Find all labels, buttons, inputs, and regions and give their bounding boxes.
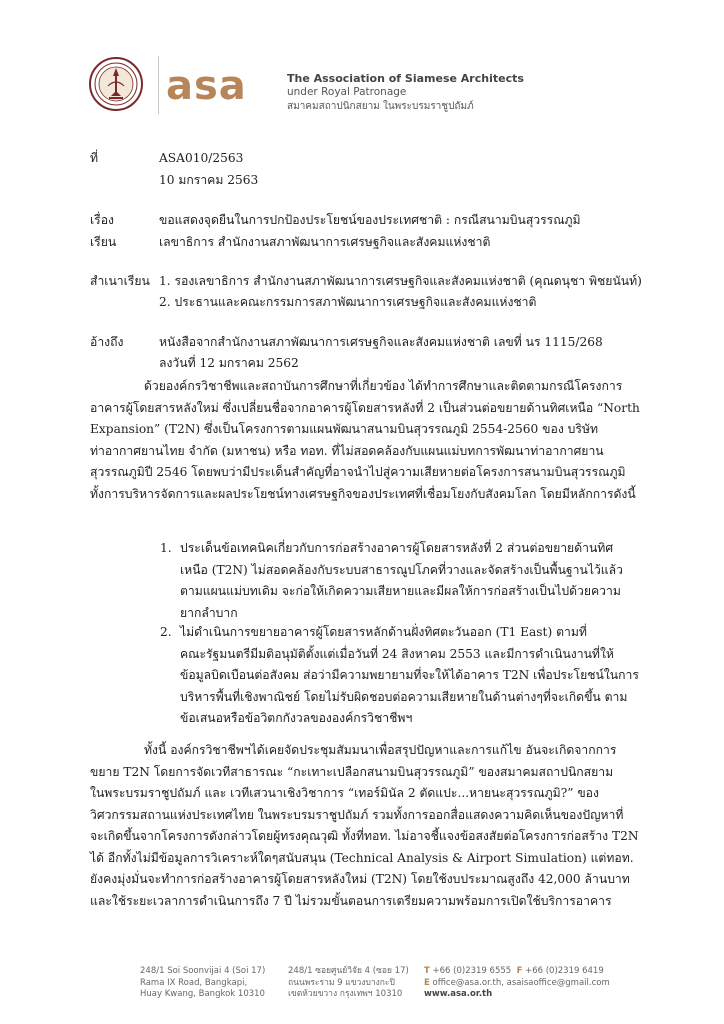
footer-line: 248/1 ซอยศูนย์วิจัย 4 (ซอย 17)	[288, 966, 409, 976]
footer-contact	[424, 966, 610, 1001]
footer-line: Rama IX Road, Bangkapi,	[140, 977, 248, 988]
footer-line: Huay Kwang, Bangkok 10310	[140, 989, 265, 999]
letter-date: 10 มกราคม 2563	[159, 173, 259, 187]
to-label: เรียน	[90, 235, 117, 249]
list-item-line: คณะรัฐมนตรีมีมติอนุมัติตั้งแต่เมื่อวันที่ 24 สิงหาคม 2553 และมีการดำเนินงานที่ให้	[180, 646, 614, 661]
paragraph-line: อาคารผู้โดยสารหลังใหม่ ซึ่งเปลี่ยนชื่อจากอาคารผู้โดยสารหลังที่ 2 เป็นส่วนต่อขยายด้านทิศเหนือ “North	[90, 400, 640, 415]
list-item-2	[180, 622, 650, 730]
refer-line-1: หนังสือจากสำนักงานสภาพัฒนาการเศรษฐกิจและสังคมแห่งชาติ เลขที่ นร 1115/268	[159, 335, 603, 349]
list-item-line: ไม่ดำเนินการขยายอาคารผู้โดยสารหลักด้านฝั่งทิศตะวันออก (T1 East) ตามที่	[180, 625, 587, 639]
footer-line: ถนนพระราม 9 แขวงบางกะปิ	[288, 977, 395, 988]
asa-logo: asa	[166, 63, 247, 109]
paragraph-line: ท่าอากาศยานไทย จำกัด (มหาชน) หรือ ทอท. ที่ไม่สอดคล้องกับแผนแม่บทการพัฒนาท่าอากาศยาน	[90, 443, 604, 458]
list-number-2: 2.	[160, 625, 172, 639]
list-item-1	[180, 538, 650, 624]
paragraph-line: ในพระบรมราชูปถัมภ์ และ เวทีเสวนาเชิงวิชาการ “เทอร์มินัล 2 ตัดแปะ...หายนะสุวรรณภูมิ?” ของ	[90, 786, 599, 800]
fax-value: +66 (0)2319 6419	[525, 966, 604, 976]
paragraph-2	[90, 740, 650, 912]
to-value: เลขาธิการ สำนักงานสภาพัฒนาการเศรษฐกิจและสังคมแห่งชาติ	[159, 235, 491, 249]
cc-item-2: 2. ประธานและคณะกรรมการสภาพัฒนาการเศรษฐกิจและสังคมแห่งชาติ	[159, 295, 537, 309]
email-label: E	[424, 977, 430, 988]
footer-address-en	[140, 966, 265, 1001]
org-name-th: สมาคมสถาปนิกสยาม ในพระบรมราชูปถัมภ์	[287, 101, 474, 112]
list-item-line: ข้อมูลบิดเบือนต่อสังคม ส่อว่ามีความพยายามที่จะให้ได้อาคาร T2N เพื่อประโยชน์ในการ	[180, 668, 639, 682]
cc-label: สำเนาเรียน	[90, 274, 150, 288]
paragraph-line: ทั้งการบริหารจัดการและผลประโยชน์ทางเศรษฐกิจของประเทศที่เชื่อมโยงกับสังคมโลก โดยมีหลักการดังนี้	[90, 486, 636, 501]
website-link[interactable]: www.asa.or.th	[424, 989, 493, 999]
paragraph-line: สุวรรณภูมิปี 2546 โดยพบว่ามีประเด็นสำคัญที่อาจนำไปสู่ความเสียหายต่อโครงการสนามบินสุวรรณภูมิ	[90, 465, 626, 479]
tel-value: +66 (0)2319 6555	[432, 966, 512, 976]
cc-item-1: 1. รองเลขาธิการ สำนักงานสภาพัฒนาการเศรษฐกิจและสังคมแห่งชาติ (คุณดนุชา พิชยนันท์)	[159, 274, 642, 288]
ref-value: ASA010/2563	[159, 151, 244, 165]
fax-label: F	[516, 966, 523, 976]
footer-address-th	[288, 966, 409, 1001]
paragraph-line: ทั้งนี้ องค์กรวิชาชีพฯได้เคยจัดประชุมสัมมนาเพื่อสรุปปัญหาและการแก้ไข อันจะเกิดจากการ	[144, 743, 617, 757]
list-item-line: ข้อเสนอหรือข้อวิตกกังวลขององค์กรวิชาชีพฯ	[180, 711, 413, 725]
paragraph-line: ด้วยองค์กรวิชาชีพและสถาบันการศึกษาที่เกี่ยวข้อง ได้ทำการศึกษาและติดตามกรณีโครงการ	[144, 379, 623, 393]
email-value[interactable]: office@asa.or.th, asaisaoffice@gmail.com	[432, 977, 610, 988]
refer-line-2: ลงวันที่ 12 มกราคม 2562	[159, 356, 299, 370]
list-item-line: ตามแผนแม่บทเดิม จะก่อให้เกิดความเสียหายและมีผลให้การก่อสร้างเป็นไปด้วยความ	[180, 584, 621, 598]
paragraph-line: จะเกิดขึ้นจากโครงการดังกล่าวโดยผู้ทรงคุณวุฒิ ทั้งที่ทอท. ไม่อาจชี้แจงข้อสงสัยต่อโครงการก่อสร้าง T2N	[90, 829, 639, 843]
tel-label: T	[424, 966, 430, 976]
paragraph-line: ขยาย T2N โดยการจัดเวทีสาธารณะ “กะเทาะเปลือกสนามบินสุวรรณภูมิ” ของสมาคมสถาปนิกสยาม	[90, 764, 614, 779]
header-divider	[158, 56, 159, 114]
list-number-1: 1.	[160, 541, 172, 555]
list-item-line: ประเด็นข้อเทคนิคเกี่ยวกับการก่อสร้างอาคารผู้โดยสารหลังที่ 2 ส่วนต่อขยายด้านทิศ	[180, 541, 614, 555]
paragraph-line: ยังคงมุ่งมั่นจะทำการก่อสร้างอาคารผู้โดยสารหลังใหม่ (T2N) โดยใช้งบประมาณสูงถึง 42,000 ล้านบาท	[90, 872, 630, 886]
paragraph-line: และใช้ระยะเวลาการดำเนินการถึง 7 ปี ไม่รวมขั้นตอนการเตรียมความพร้อมการเปิดใช้บริการอาคาร	[90, 893, 612, 908]
org-patronage: under Royal Patronage	[287, 86, 407, 98]
paragraph-line: วิศวกรรมสถานแห่งประเทศไทย ในพระบรมราชูปถัมภ์ รวมทั้งการออกสื่อแสดงความคิดเห็นของปัญหาที่	[90, 807, 624, 822]
footer-email-line	[424, 978, 610, 990]
royal-seal-logo	[88, 56, 144, 112]
refer-label: อ้างถึง	[90, 335, 124, 349]
footer-phone-line	[424, 966, 610, 978]
ref-label: ที่	[90, 151, 99, 165]
paragraph-1	[90, 376, 650, 505]
list-item-line: บริหารพื้นที่เชิงพาณิชย์ โดยไม่รับผิดชอบต่อความเสียหายในด้านต่างๆที่จะเกิดขึ้น ตาม	[180, 689, 628, 704]
paragraph-line: Expansion” (T2N) ซึ่งเป็นโครงการตามแผนพัฒนาสนามบินสุวรรณภูมิ 2554-2560 ของ บริษัท	[90, 422, 599, 436]
list-item-line: ยากลำบาก	[180, 605, 238, 620]
subject-value: ขอแสดงจุดยืนในการปกป้องประโยชน์ของประเทศชาติ : กรณีสนามบินสุวรรณภูมิ	[159, 213, 581, 227]
org-name-en: The Association of Siamese Architects	[287, 72, 524, 85]
footer-line: 248/1 Soi Soonvijai 4 (Soi 17)	[140, 966, 266, 976]
subject-label: เรื่อง	[90, 213, 114, 227]
footer-line: เขตห้วยขวาง กรุงเทพฯ 10310	[288, 989, 403, 999]
list-item-line: เหนือ (T2N) ไม่สอดคล้องกับระบบสาธารณูปโภคที่วางและจัดสร้างเป็นพื้นฐานไว้แล้ว	[180, 562, 623, 577]
paragraph-line: ได้ อีกทั้งไม่มีข้อมูลการวิเคราะห์ใดๆสนับสนุน (Technical Analysis & Airport Simulation) แต่ทอท.	[90, 850, 634, 865]
